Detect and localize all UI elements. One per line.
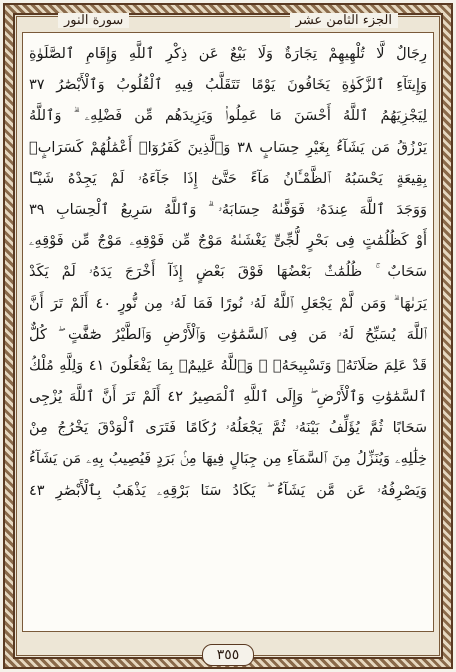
text-line: يَرْزُقُ مَن يَشَآءُ بِغَيْرِ حِسَابٍ ٣٨ وَٱلَّذِينَ كَفَرُوٓا۟ أَعْمَٰلُهُمْ كَسَرَابٍۭ	[29, 139, 427, 156]
text-line: سَحَابًا ثُمَّ يُؤَلِّفُ بَيْنَهُۥ ثُمَّ يَجْعَلُهُۥ رُكَامًا فَتَرَى ٱلْوَدْقَ يَخْرُجُ مِنْ	[29, 420, 427, 437]
text-line: يَرَىٰهَا ۗ وَمَن لَّمْ يَجْعَلِ ٱللَّهُ لَهُۥ نُورًا فَمَا لَهُۥ مِن نُّورٍ ٤٠ أَلَمْ تَرَ أَنَّ	[29, 295, 427, 312]
text-line: لِيَجْزِيَهُمُ ٱللَّهُ أَحْسَنَ مَا عَمِلُوا۟ وَيَزِيدَهُم مِّن فَضْلِهِۦ ۗ وَٱللَّهُ	[29, 108, 427, 125]
page-number: ٣٥٥	[202, 644, 255, 666]
text-line: ٱلسَّمَٰوَٰتِ وَٱلْأَرْضِ ۖ وَإِلَى ٱللَّهِ ٱلْمَصِيرُ ٤٢ أَلَمْ تَرَ أَنَّ ٱللَّهَ يُزْجِى	[29, 389, 427, 406]
text-line: أَوْ كَظُلُمَٰتٍ فِى بَحْرٍ لُّجِّىٍّ يَغْشَىٰهُ مَوْجٌ مِّن فَوْقِهِۦ مَوْجٌ مِّن فَوْقِهِۦ	[29, 233, 427, 250]
text-line: بِقِيعَةٍ يَحْسَبُهُ ٱلظَّمْـَٔانُ مَآءً حَتَّىٰٓ إِذَا جَآءَهُۥ لَمْ يَجِدْهُ شَيْـًٔا	[29, 170, 427, 187]
text-line: وَإِيتَآءِ ٱلزَّكَوٰةِ يَخَافُونَ يَوْمًا تَتَقَلَّبُ فِيهِ ٱلْقُلُوبُ وَٱلْأَبْصَٰرُ ٣٧	[29, 77, 427, 94]
text-line: وَيَصْرِفُهُۥ عَن مَّن يَشَآءُ ۖ يَكَادُ سَنَا بَرْقِهِۦ يَذْهَبُ بِٱلْأَبْصَٰرِ ٤٣	[29, 482, 427, 499]
text-line: وَوَجَدَ ٱللَّهَ عِندَهُۥ فَوَفَّىٰهُ حِسَابَهُۥ ۗ وَٱللَّهُ سَرِيعُ ٱلْحِسَابِ ٣٩	[29, 201, 427, 218]
juz-name: الجزء الثامن عشر	[290, 13, 398, 28]
text-line: خِلَٰلِهِۦ وَيُنَزِّلُ مِنَ ٱلسَّمَآءِ مِن جِبَالٍ فِيهَا مِنۢ بَرَدٍ فَيُصِيبُ بِهِۦ مَن يَشَآءُ	[29, 451, 427, 468]
text-line: قَدْ عَلِمَ صَلَاتَهُۥ وَتَسْبِيحَهُۥ ۗ وَٱللَّهُ عَلِيمٌۢ بِمَا يَفْعَلُونَ ٤١ وَلِلَّهِ مُلْكُ	[29, 357, 427, 374]
text-line: ٱللَّهَ يُسَبِّحُ لَهُۥ مَن فِى ٱلسَّمَٰوَٰتِ وَٱلْأَرْضِ وَٱلطَّيْرُ صَٰٓفَّٰتٍ ۖ كُلٌّ	[29, 326, 427, 343]
page-header	[18, 8, 438, 32]
text-line: سَحَابٌ ۚ ظُلُمَٰتٌۢ بَعْضُهَا فَوْقَ بَعْضٍ إِذَآ أَخْرَجَ يَدَهُۥ لَمْ يَكَدْ	[29, 264, 427, 281]
page-footer	[0, 644, 456, 666]
text-line: رِجَالٌ لَّا تُلْهِيهِمْ تِجَارَةٌ وَلَا بَيْعٌ عَن ذِكْرِ ٱللَّهِ وَإِقَامِ ٱلصَّلَوٰةِ	[29, 46, 427, 62]
quran-text-block	[22, 32, 434, 632]
surah-name: سورة النور	[58, 13, 129, 28]
